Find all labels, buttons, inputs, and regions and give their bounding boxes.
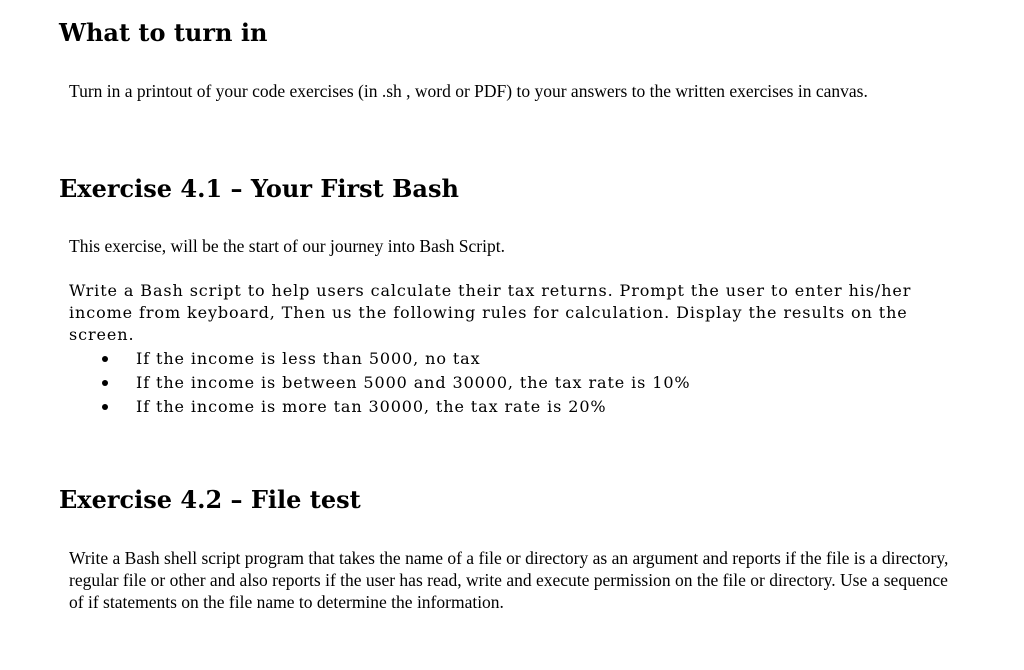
exercise-4-1-intro: This exercise, will be the start of our journey into Bash Script. (69, 236, 505, 256)
tax-rule-text: If the income is between 5000 and 30000, the tax rate is 10% (136, 373, 691, 392)
heading-exercise-4-1: Exercise 4.1 – Your First Bash (59, 174, 459, 203)
turn-in-instructions: Turn in a printout of your code exercises (in .sh , word or PDF) to your answers to the written exercises in canvas. (69, 81, 868, 101)
tax-rule-text: If the income is less than 5000, no tax (136, 349, 481, 368)
tax-rule-text: If the income is more tan 30000, the tax rate is 20% (136, 397, 607, 416)
bullet-icon (102, 356, 108, 362)
list-item (102, 396, 691, 420)
bullet-icon (102, 380, 108, 386)
list-item (102, 348, 691, 372)
heading-exercise-4-2: Exercise 4.2 – File test (59, 485, 361, 514)
bullet-icon (102, 404, 108, 410)
tax-rules-list (102, 348, 691, 420)
list-item (102, 372, 691, 396)
exercise-4-1-description: Write a Bash script to help users calculate their tax returns. Prompt the user to enter his/her income from keyboard, Then us the following rules for calculation. Display the results on the screen. (69, 281, 912, 344)
heading-what-to-turn-in: What to turn in (59, 18, 268, 47)
exercise-4-2-description: Write a Bash shell script program that takes the name of a file or directory as an argument and reports if the file is a directory, regular file or other and also reports if the user has read, write and execute permission on the file or directory. Use a sequence of if statements on the file name to determine the information. (69, 548, 949, 612)
